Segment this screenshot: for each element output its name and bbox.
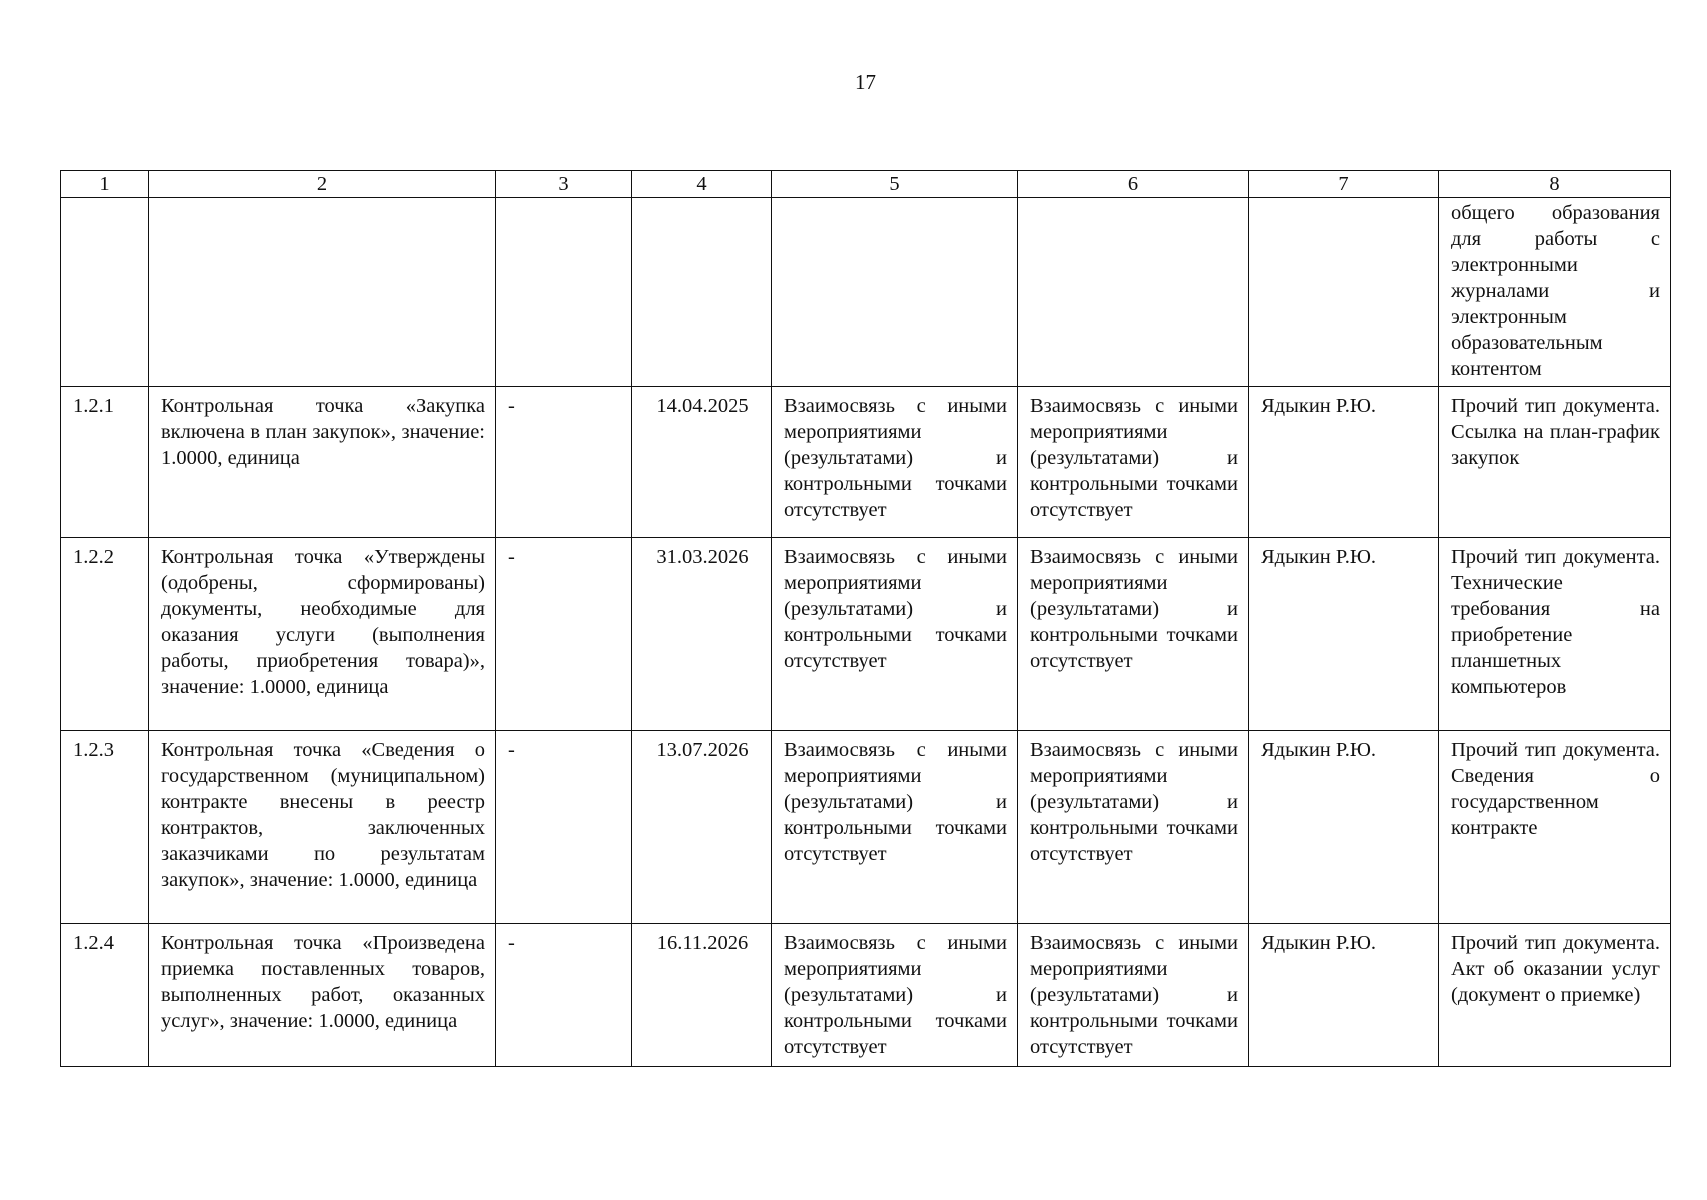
page-number: 17 (855, 70, 876, 94)
relation-activities: Взаимосвязь с иными мероприятиями (результатами) и контрольными точками отсутствует (772, 924, 1018, 1067)
responsible-person: Ядыкин Р.Ю. (1249, 924, 1439, 1067)
document-type: Прочий тип документа. Технические требования на приобретение планшетных компьютеров (1439, 538, 1671, 731)
column-number: 7 (1249, 171, 1439, 198)
relation-activities-alt: Взаимосвязь с иными мероприятиями (результатами) и контрольными точками отсутствует (1018, 387, 1249, 538)
empty-cell (496, 198, 632, 387)
continuation-text: общего образования для работы с электронными журналами и электронным образовательным контентом (1439, 198, 1671, 387)
control-point-date: 13.07.2026 (632, 731, 772, 924)
column-3-value: - (496, 731, 632, 924)
empty-cell (1018, 198, 1249, 387)
document-type: Прочий тип документа. Ссылка на план-график закупок (1439, 387, 1671, 538)
document-type: Прочий тип документа. Сведения о государственном контракте (1439, 731, 1671, 924)
column-number: 3 (496, 171, 632, 198)
control-point-date: 16.11.2026 (632, 924, 772, 1067)
table-row (61, 731, 1671, 924)
empty-cell (149, 198, 496, 387)
row-number: 1.2.1 (61, 387, 149, 538)
column-number: 5 (772, 171, 1018, 198)
document-type: Прочий тип документа. Акт об оказании услуг (документ о приемке) (1439, 924, 1671, 1067)
control-point-date: 31.03.2026 (632, 538, 772, 731)
responsible-person: Ядыкин Р.Ю. (1249, 731, 1439, 924)
row-number: 1.2.2 (61, 538, 149, 731)
control-point-date: 14.04.2025 (632, 387, 772, 538)
column-number: 6 (1018, 171, 1249, 198)
column-3-value: - (496, 538, 632, 731)
control-point-description: Контрольная точка «Сведения о государственном (муниципальном) контракте внесены в реестр контрактов, заключенных заказчиками по результатам закупок», значение: 1.0000, единица (149, 731, 496, 924)
responsible-person: Ядыкин Р.Ю. (1249, 387, 1439, 538)
column-number: 1 (61, 171, 149, 198)
row-number: 1.2.4 (61, 924, 149, 1067)
empty-cell (61, 198, 149, 387)
relation-activities: Взаимосвязь с иными мероприятиями (результатами) и контрольными точками отсутствует (772, 538, 1018, 731)
relation-activities: Взаимосвязь с иными мероприятиями (результатами) и контрольными точками отсутствует (772, 731, 1018, 924)
continuation-row (61, 198, 1671, 387)
table-row (61, 538, 1671, 731)
table-row (61, 924, 1671, 1067)
control-point-description: Контрольная точка «Произведена приемка поставленных товаров, выполненных работ, оказанных услуг», значение: 1.0000, единица (149, 924, 496, 1067)
empty-cell (772, 198, 1018, 387)
column-number: 8 (1439, 171, 1671, 198)
control-points-table (60, 170, 1671, 1067)
column-3-value: - (496, 387, 632, 538)
table-row (61, 387, 1671, 538)
row-number: 1.2.3 (61, 731, 149, 924)
column-number: 2 (149, 171, 496, 198)
empty-cell (632, 198, 772, 387)
column-3-value: - (496, 924, 632, 1067)
empty-cell (1249, 198, 1439, 387)
control-point-description: Контрольная точка «Закупка включена в план закупок», значение: 1.0000, единица (149, 387, 496, 538)
responsible-person: Ядыкин Р.Ю. (1249, 538, 1439, 731)
relation-activities-alt: Взаимосвязь с иными мероприятиями (результатами) и контрольными точками отсутствует (1018, 538, 1249, 731)
control-point-description: Контрольная точка «Утверждены (одобрены, сформированы) документы, необходимые для оказания услуги (выполнения работы, приобретения товара)», значение: 1.0000, единица (149, 538, 496, 731)
column-number: 4 (632, 171, 772, 198)
relation-activities-alt: Взаимосвязь с иными мероприятиями (результатами) и контрольными точками отсутствует (1018, 924, 1249, 1067)
relation-activities: Взаимосвязь с иными мероприятиями (результатами) и контрольными точками отсутствует (772, 387, 1018, 538)
relation-activities-alt: Взаимосвязь с иными мероприятиями (результатами) и контрольными точками отсутствует (1018, 731, 1249, 924)
column-number-row (61, 171, 1671, 198)
